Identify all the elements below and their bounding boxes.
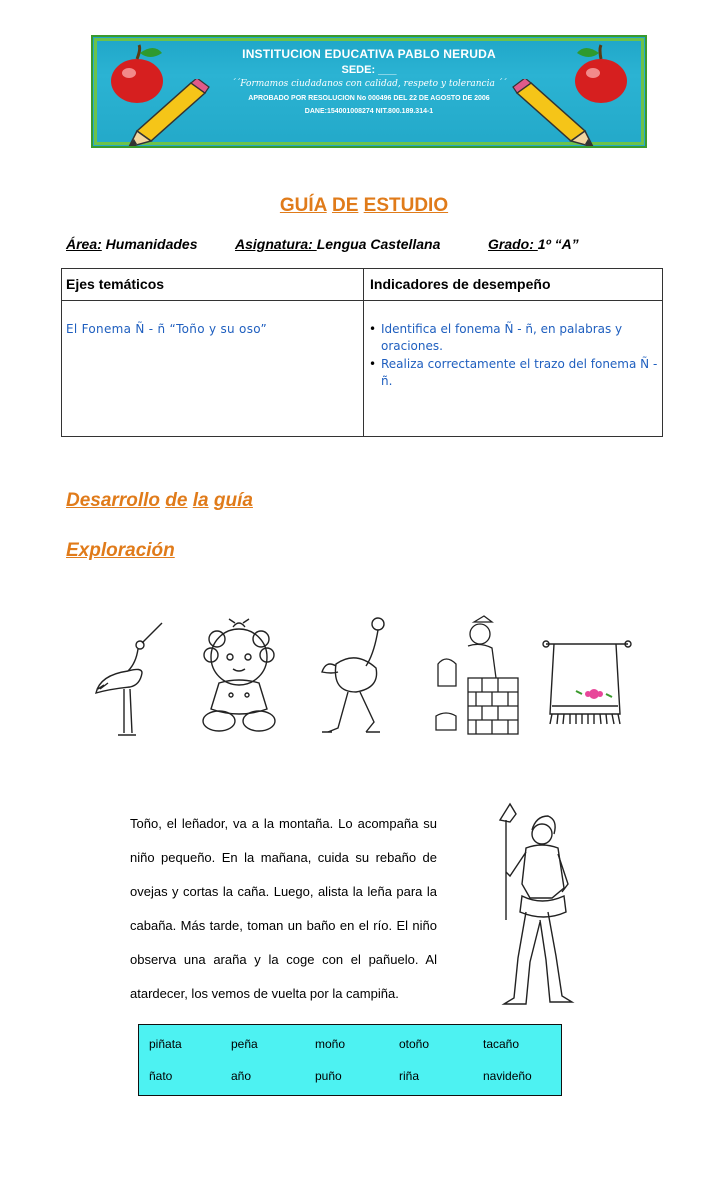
subject-field: Asignatura: Lengua Castellana <box>235 236 441 252</box>
header-ejes: Ejes temáticos <box>66 276 165 292</box>
word-item: navideño <box>483 1069 532 1083</box>
header-indicadores: Indicadores de desempeño <box>370 276 551 292</box>
word-item: año <box>231 1069 252 1083</box>
story-line: niño pequeño. En la mañana, cuida su rebaño de <box>130 850 437 865</box>
story-line: observa una araña y la coge con el pañuelo. Al <box>130 952 437 967</box>
title-word: DE <box>331 195 359 216</box>
word-item: puño <box>315 1069 342 1083</box>
indicator-item: • Realiza correctamente el trazo del fonema Ñ - ñ. <box>369 356 661 390</box>
title-word: GUÍA <box>279 195 327 216</box>
school-banner <box>91 35 647 148</box>
mason-icon <box>432 614 522 739</box>
word-item: riña <box>399 1069 420 1083</box>
story-line: atardecer, los vemos de vuelta por la campiña. <box>130 986 399 1001</box>
institution-name: INSTITUCION EDUCATIVA PABLO NERUDA <box>242 47 496 61</box>
section-exploracion: Exploración <box>66 540 175 561</box>
motto: ´´Formamos ciudadanos con calidad, respeto y tolerancia ´´ <box>231 79 507 89</box>
indicator-item: • Identifica el fonema Ñ - ñ, en palabras y oraciones. <box>369 321 661 355</box>
word-item: moño <box>315 1037 346 1051</box>
word-item: piñata <box>149 1037 182 1051</box>
word-item: peña <box>231 1037 258 1051</box>
table-divider <box>363 269 364 436</box>
doll-icon <box>197 617 282 742</box>
section-desarrollo: Desarrollo de la guía <box>66 490 253 511</box>
story-line: cabaña. Más tarde, toman un baño en el río. El niño <box>130 918 437 933</box>
towel-icon <box>542 614 632 739</box>
story-line: ovejas y cortas la caña. Luego, alista la leña para la <box>130 884 437 899</box>
word-item: ñato <box>149 1069 173 1083</box>
word-box <box>138 1024 562 1096</box>
table-divider <box>62 300 662 301</box>
story-line: Toño, el leñador, va a la montaña. Lo acompaña su <box>130 816 437 831</box>
grade-field: Grado: 1º “A” <box>488 236 579 252</box>
ostrich-icon <box>312 614 402 739</box>
sede-label: SEDE: ___ <box>341 64 397 76</box>
dane-nit-text: DANE:154001008274 NIT.800.189.314-1 <box>304 108 434 115</box>
title-word: ESTUDIO <box>363 195 449 216</box>
topics-table <box>61 268 663 437</box>
topic-cell: El Fonema Ñ - ñ “Toño y su oso” <box>66 322 267 336</box>
word-item: tacaño <box>483 1037 520 1051</box>
illustrations-row <box>0 612 728 742</box>
story-paragraph <box>130 807 437 1011</box>
area-field: Área: Humanidades <box>66 236 198 252</box>
indicators-list <box>369 321 661 391</box>
stork-icon <box>90 617 170 742</box>
page-title <box>0 195 728 217</box>
woodsman-icon <box>478 800 588 1015</box>
word-item: otoño <box>399 1037 430 1051</box>
resolution-text: APROBADO POR RESOLUCION No 000496 DEL 22 DE AGOSTO DE 2006 <box>248 95 490 102</box>
